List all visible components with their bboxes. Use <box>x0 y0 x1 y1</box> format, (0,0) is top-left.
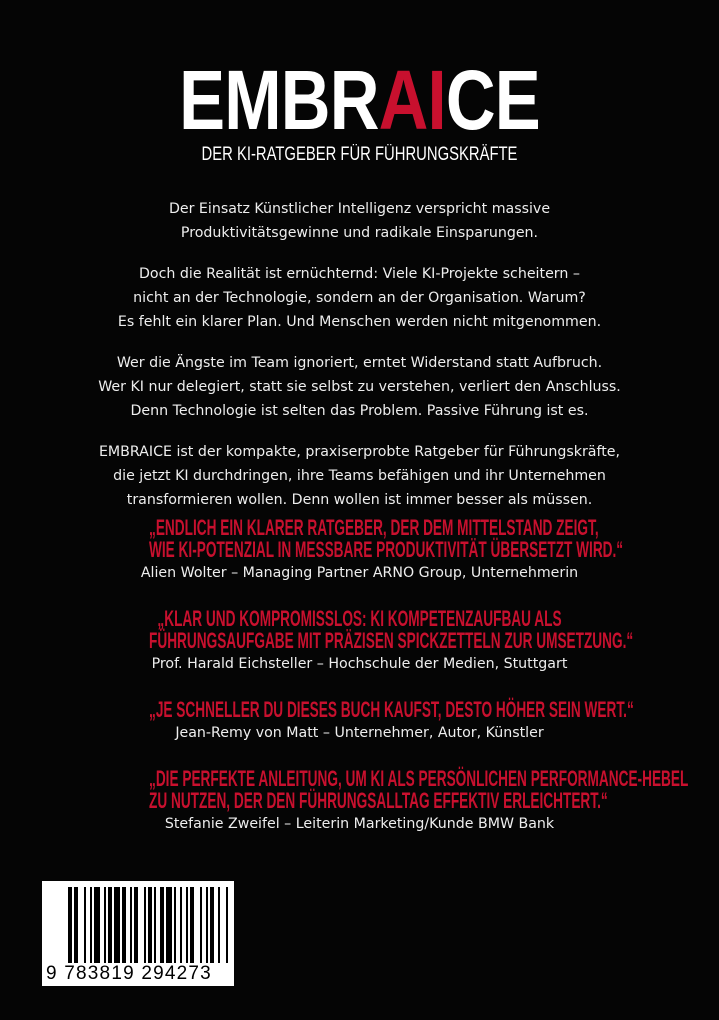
barcode-bar <box>166 887 172 963</box>
book-subtitle: DER KI-RATGEBER FÜR FÜHRUNGSKRÄFTE <box>201 144 518 165</box>
blurb-line: nicht an der Technologie, sondern an der Organisation. Warum? <box>133 290 586 306</box>
testimonial <box>20 608 699 675</box>
barcode-bar <box>134 887 138 963</box>
title-accent-ai: AI <box>378 53 446 147</box>
testimonial-author: Stefanie Zweifel – Leiterin Marketing/Kunde BMW Bank <box>164 816 555 832</box>
isbn-barcode <box>42 881 234 986</box>
blurb-paragraph <box>40 262 679 334</box>
barcode-bar <box>74 887 78 963</box>
barcode-bar <box>190 887 194 963</box>
testimonial-quote-line: „JE SCHNELLER DU DIESES BUCH KAUFST, DESTO HÖHER SEIN WERT.“ <box>149 697 634 722</box>
testimonial-quote-line: „DIE PERFEKTE ANLEITUNG, UM KI ALS PERSÖNLICHEN PERFORMANCE-HEBEL <box>149 766 689 791</box>
testimonial-author: Alien Wolter – Managing Partner ARNO Group, Unternehmerin <box>140 565 579 581</box>
barcode-bar <box>218 887 220 963</box>
testimonial <box>20 517 699 584</box>
barcode-bar <box>94 887 100 963</box>
blurb-line: transformieren wollen. Denn wollen ist immer besser als müssen. <box>126 492 593 508</box>
barcode-bar <box>114 887 120 963</box>
testimonial-quote-line: „KLAR UND KOMPROMISSLOS: KI KOMPETENZAUFBAU ALS <box>157 606 562 631</box>
blurb <box>40 197 679 529</box>
testimonials <box>20 517 699 859</box>
barcode-bar <box>160 887 164 963</box>
barcode-bar <box>90 887 92 963</box>
blurb-paragraph <box>40 351 679 423</box>
testimonial-quote-line: WIE KI-POTENZIAL IN MESSBARE PRODUKTIVITÄT ÜBERSETZT WIRD.“ <box>149 537 624 562</box>
blurb-line: Der Einsatz Künstlicher Intelligenz verspricht massive <box>168 201 551 217</box>
isbn-number: 9 783819 294273 <box>46 963 212 984</box>
testimonial <box>20 768 699 835</box>
blurb-line: Es fehlt ein klarer Plan. Und Menschen werden nicht mitgenommen. <box>117 314 602 330</box>
title-part-start: EMBR <box>179 53 379 147</box>
blurb-line: EMBRAICE ist der kompakte, praxiserprobte Ratgeber für Führungskräfte, <box>98 444 621 460</box>
blurb-line: Denn Technologie ist selten das Problem. Passive Führung ist es. <box>130 403 589 419</box>
testimonial-quote-line: FÜHRUNGSAUFGABE MIT PRÄZISEN SPICKZETTELN ZUR UMSETZUNG.“ <box>149 628 634 653</box>
book-title <box>65 52 655 148</box>
barcode-bar <box>186 887 188 963</box>
barcode-bar <box>108 887 112 963</box>
barcode-bar <box>122 887 126 963</box>
barcode-bar <box>200 887 202 963</box>
barcode-bar <box>154 887 156 963</box>
barcode-bar <box>84 887 86 963</box>
testimonial-quote-line: ZU NUTZEN, DER DEN FÜHRUNGSALLTAG EFFEKTIV ERLEICHTERT.“ <box>149 788 608 813</box>
testimonial-quote-line: „ENDLICH EIN KLARER RATGEBER, DER DEM MITTELSTAND ZEIGT, <box>149 515 599 540</box>
barcode-bar <box>68 887 72 963</box>
blurb-line: Wer die Ängste im Team ignoriert, erntet Widerstand statt Aufbruch. <box>116 355 603 371</box>
barcode-bar <box>104 887 106 963</box>
barcode-bar <box>210 887 214 963</box>
barcode-bar <box>148 887 152 963</box>
barcode-bar <box>174 887 176 963</box>
barcode-bar <box>144 887 146 963</box>
blurb-line: Produktivitätsgewinne und radikale Einsparungen. <box>180 225 539 241</box>
blurb-line: Doch die Realität ist ernüchternd: Viele KI-Projekte scheitern – <box>139 266 580 282</box>
barcode-bar <box>226 887 228 963</box>
barcode-bar <box>130 887 132 963</box>
blurb-paragraph <box>40 197 679 245</box>
barcode-bars <box>42 881 234 966</box>
blurb-line: Wer KI nur delegiert, statt sie selbst zu verstehen, verliert den Anschluss. <box>98 379 621 395</box>
barcode-bar <box>180 887 182 963</box>
barcode-bar <box>206 887 208 963</box>
testimonial-author: Prof. Harald Eichsteller – Hochschule der Medien, Stuttgart <box>151 656 568 672</box>
testimonial-author: Jean-Remy von Matt – Unternehmer, Autor, Künstler <box>175 725 544 741</box>
testimonial <box>20 699 699 744</box>
blurb-paragraph <box>40 440 679 512</box>
title-part-end: CE <box>445 53 540 147</box>
blurb-line: die jetzt KI durchdringen, ihre Teams befähigen und ihr Unternehmen <box>113 468 606 484</box>
